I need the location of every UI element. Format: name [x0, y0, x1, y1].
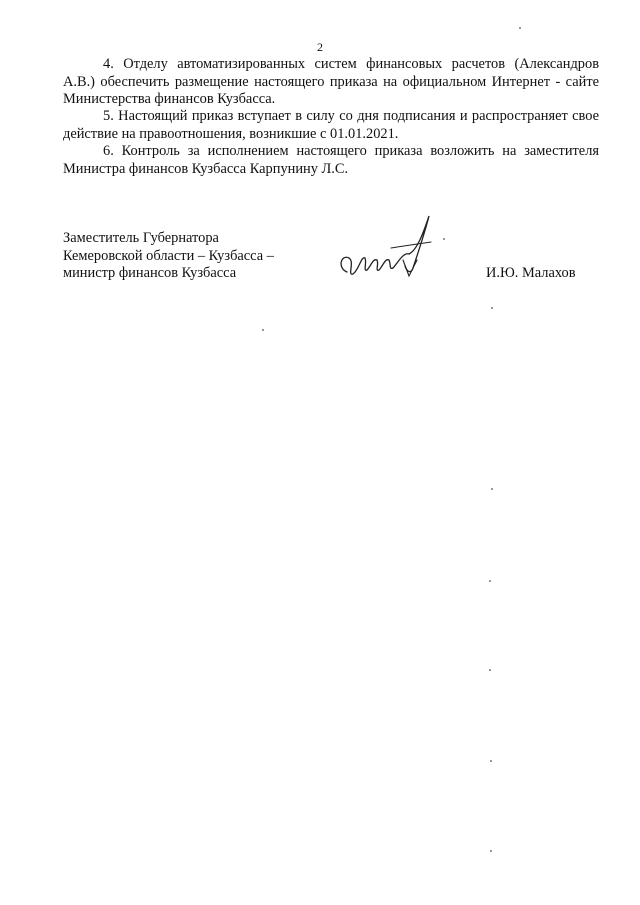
scan-speck	[262, 329, 264, 331]
scan-speck	[519, 27, 521, 29]
paragraph-item-4: 4. Отделу автоматизированных систем финансовых расчетов (Александров А.В.) обеспечить размещение настоящего приказа на официальном Интернет - сайте Министерства финансов Кузбасса.	[63, 56, 599, 107]
paragraph-item-5: 5. Настоящий приказ вступает в силу со дня подписания и распространяет свое действие на правоотношения, возникшие с 01.01.2021.	[63, 108, 599, 142]
scan-speck	[491, 488, 493, 490]
position-line-2: Кемеровской области – Кузбасса –	[63, 247, 274, 264]
scan-speck	[490, 850, 492, 852]
signatory-position	[63, 230, 274, 283]
scan-speck	[443, 238, 445, 240]
position-line-1: Заместитель Губернатора	[63, 230, 219, 246]
paragraph-item-6: 6. Контроль за исполнением настоящего приказа возложить на заместителя Министра финансов Кузбасса Карпунину Л.С.	[63, 143, 599, 177]
scan-speck	[491, 307, 493, 309]
scan-speck	[489, 669, 491, 671]
scan-speck	[489, 580, 491, 582]
page-number: 2	[317, 40, 323, 54]
scan-speck	[490, 760, 492, 762]
position-line-3: министр финансов Кузбасса	[63, 265, 237, 281]
signer-name: И.Ю. Малахов	[486, 265, 576, 281]
handwritten-signature	[333, 210, 443, 290]
